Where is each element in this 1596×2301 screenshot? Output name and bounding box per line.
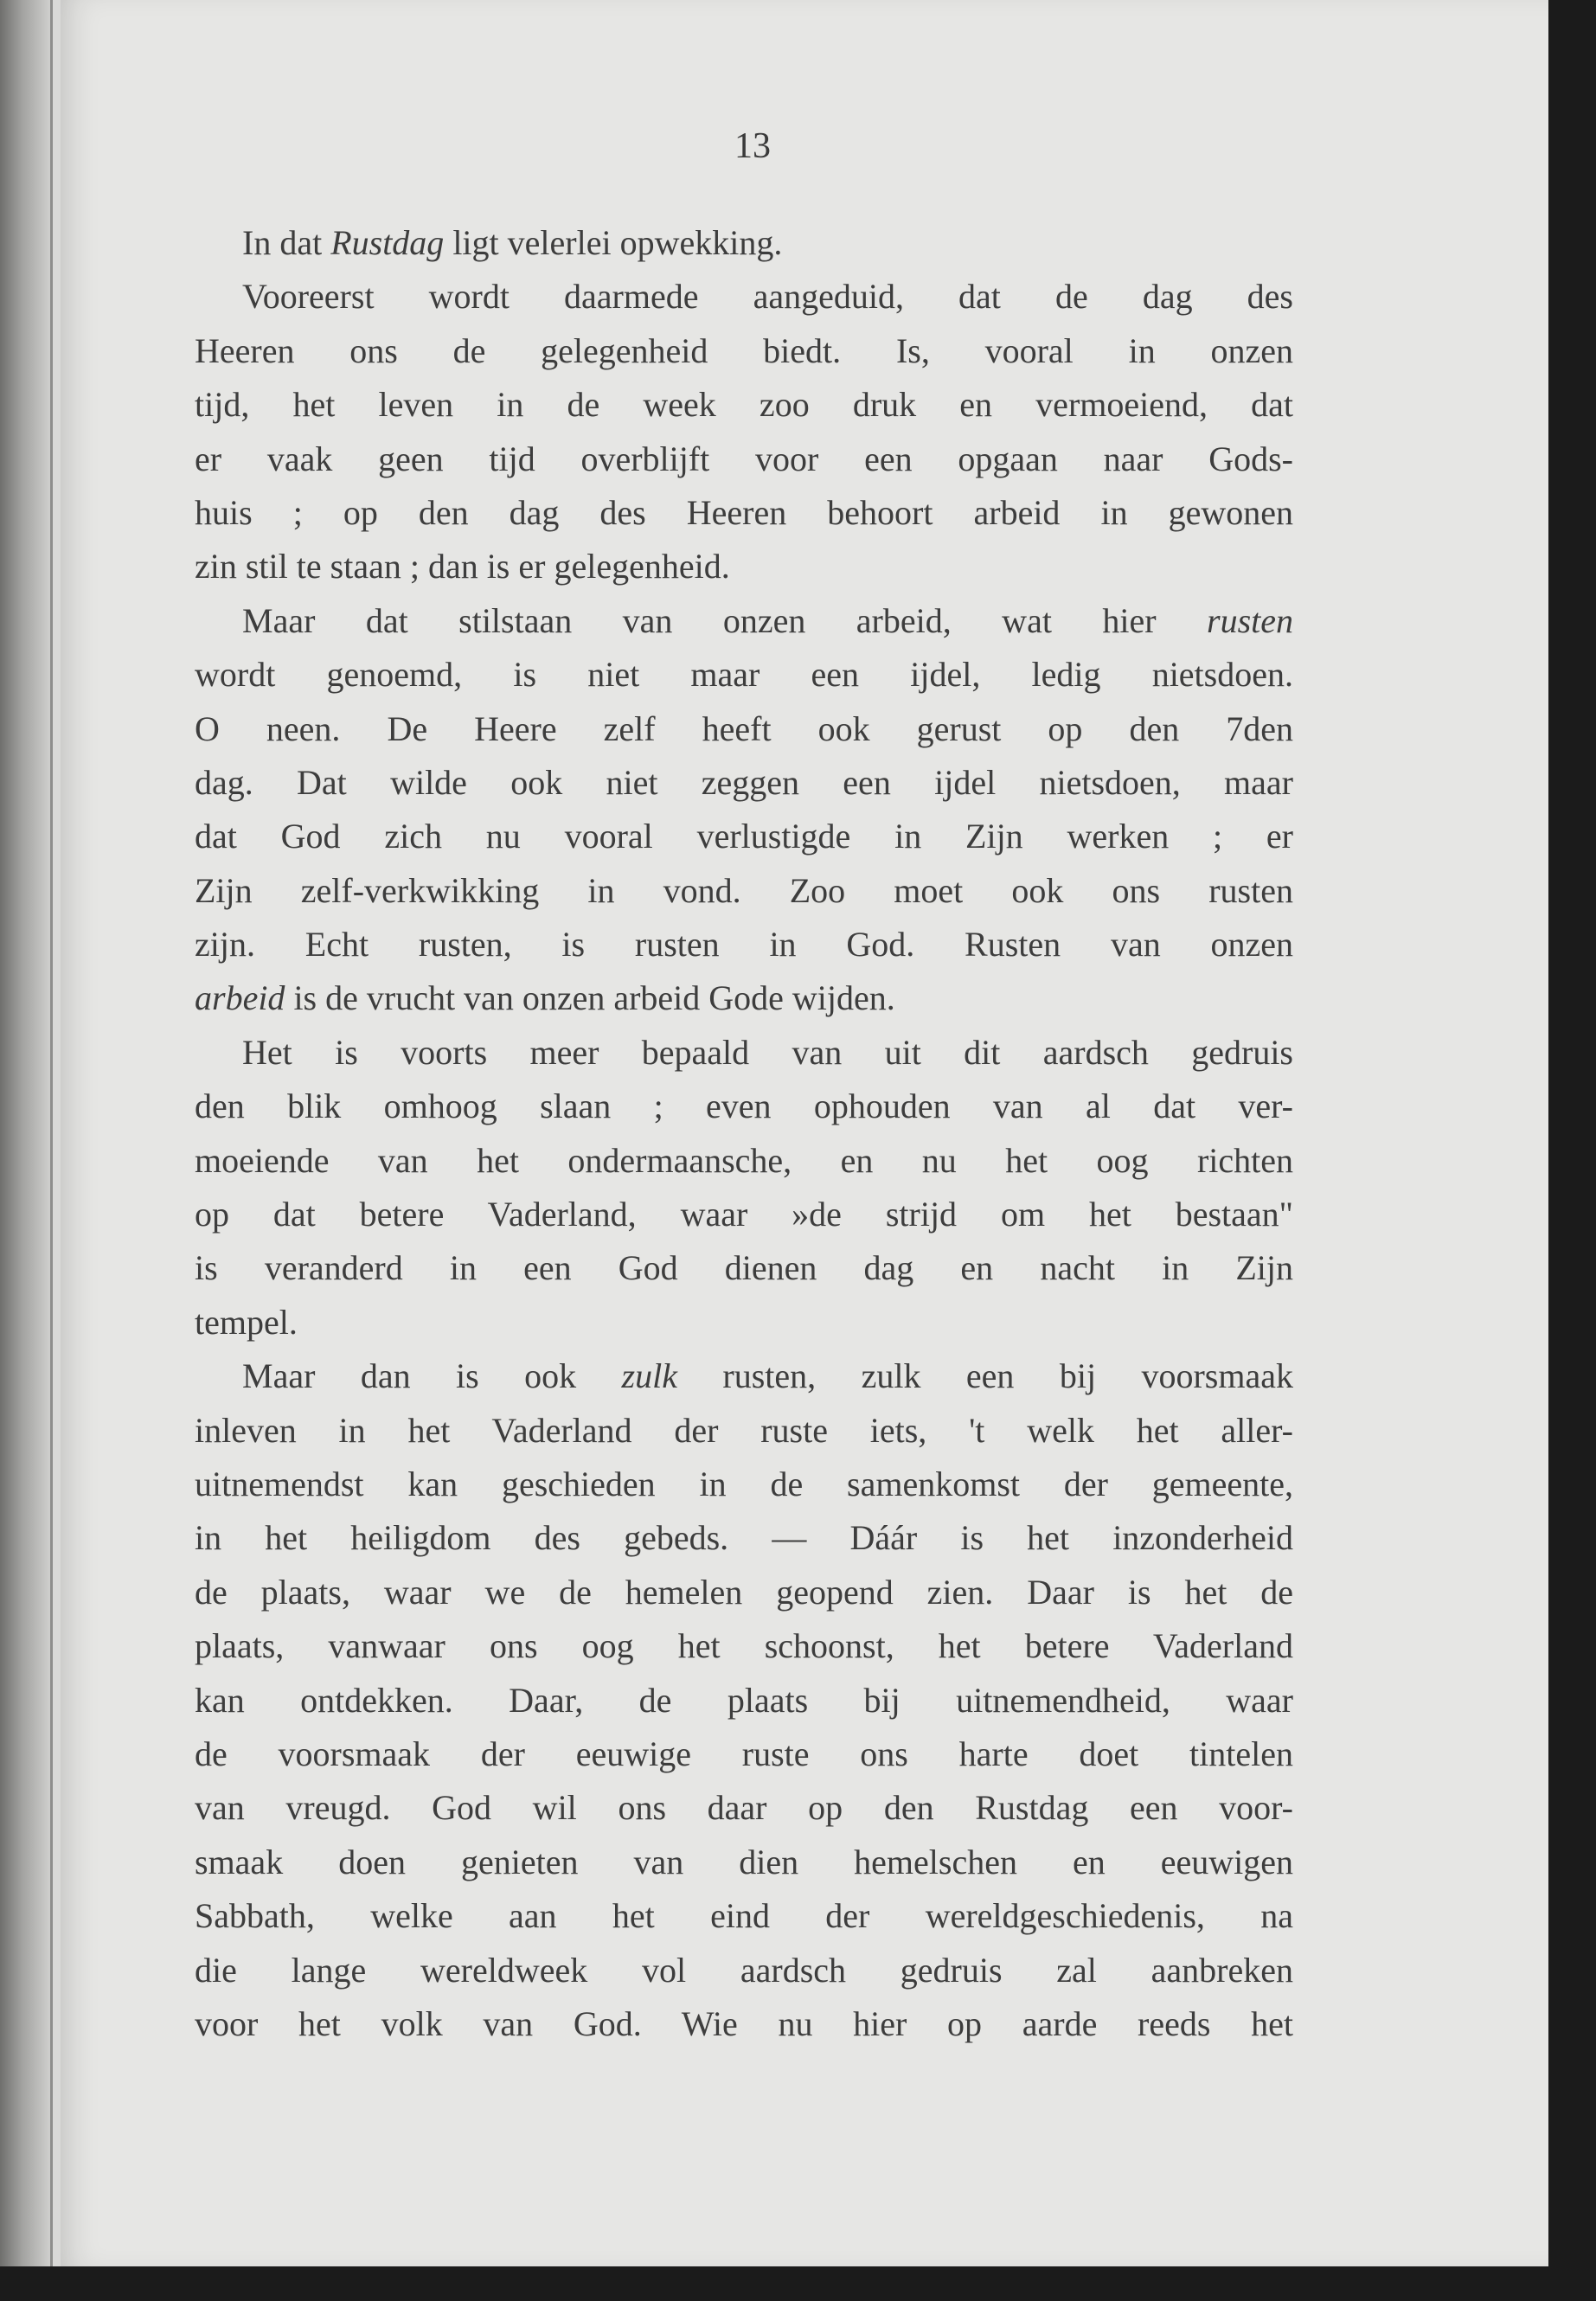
text-segment: voor het volk van God. Wie nu hier op aarde reeds het	[195, 2003, 1293, 2043]
text-segment: Heeren ons de gelegenheid biedt. Is, vooral in onzen	[195, 330, 1293, 370]
text-line	[195, 433, 1293, 486]
text-line	[195, 1836, 1293, 1889]
text-line	[195, 594, 1293, 648]
text-line	[195, 216, 1293, 270]
text-segment: Maar dat stilstaan van onzen arbeid, wat hier	[242, 600, 1207, 640]
text-line	[195, 1296, 1293, 1349]
text-segment: Zijn zelf-verkwikking in vond. Zoo moet ook ons rusten	[195, 870, 1293, 910]
text-segment: de plaats, waar we de hemelen geopend zien. Daar is het de	[195, 1572, 1293, 1612]
text-line	[195, 1080, 1293, 1133]
text-line	[195, 864, 1293, 918]
text-line	[195, 1566, 1293, 1619]
text-line	[195, 1889, 1293, 1943]
text-segment: die lange wereldweek vol aardsch gedruis zal aanbreken	[195, 1950, 1293, 1990]
text-segment: tijd, het leven in de week zoo druk en vermoeiend, dat	[195, 385, 1293, 425]
text-segment: uitnemendst kan geschieden in de samenkomst der gemeente,	[195, 1464, 1293, 1503]
text-segment: dag. Dat wilde ook niet zeggen een ijdel nietsdoen, maar	[195, 762, 1293, 802]
text-segment: Sabbath, welke aan het eind der wereldgeschiedenis, na	[195, 1896, 1293, 1936]
text-line	[195, 702, 1293, 756]
gutter-line	[50, 0, 53, 2301]
text-line	[195, 1674, 1293, 1727]
italic-emphasis: rusten	[1207, 600, 1293, 640]
text-segment: smaak doen genieten van dien hemelschen en eeuwigen	[195, 1842, 1293, 1881]
text-segment: de voorsmaak der eeuwige ruste ons harte doet tintelen	[195, 1734, 1293, 1773]
text-segment: kan ontdekken. Daar, de plaats bij uitnemendheid, waar	[195, 1680, 1293, 1720]
text-line	[195, 270, 1293, 324]
text-line	[195, 756, 1293, 810]
text-line	[195, 1511, 1293, 1565]
text-line	[195, 648, 1293, 702]
text-segment: ligt velerlei opwekking.	[444, 223, 783, 262]
text-segment: huis ; op den dag des Heeren behoort arbeid in gewonen	[195, 492, 1293, 532]
text-line	[195, 486, 1293, 540]
text-segment: is veranderd in een God dienen dag en nacht in Zijn	[195, 1248, 1293, 1288]
text-line	[195, 810, 1293, 863]
text-segment: tempel.	[195, 1302, 298, 1342]
text-line	[195, 1458, 1293, 1511]
text-segment: In dat	[242, 223, 331, 262]
text-segment: zin stil te staan ; dan is er gelegenheid.	[195, 547, 730, 586]
text-line	[195, 1619, 1293, 1673]
page-number: 13	[734, 126, 771, 166]
text-line	[195, 378, 1293, 432]
text-segment: van vreugd. God wil ons daar op den Rustdag een voor-	[195, 1788, 1293, 1828]
text-line	[195, 1241, 1293, 1295]
text-segment: dat God zich nu vooral verlustigde in Zijn werken ; er	[195, 817, 1293, 856]
text-line	[195, 1404, 1293, 1458]
text-segment: is de vrucht van onzen arbeid Gode wijden.	[285, 978, 895, 1018]
text-line	[195, 540, 1293, 593]
scan-border-right	[1548, 0, 1596, 2301]
text-segment: wordt genoemd, is niet maar een ijdel, ledig nietsdoen.	[195, 655, 1293, 695]
text-segment: inleven in het Vaderland der ruste iets, 't welk het aller-	[195, 1410, 1293, 1450]
text-line	[195, 1188, 1293, 1241]
text-line	[195, 1997, 1293, 2051]
text-segment: den blik omhoog slaan ; even ophouden van al dat ver-	[195, 1086, 1293, 1126]
italic-emphasis: arbeid	[195, 978, 285, 1018]
text-segment: Het is voorts meer bepaald van uit dit aardsch gedruis	[242, 1032, 1293, 1072]
text-segment: op dat betere Vaderland, waar »de strijd om het bestaan"	[195, 1195, 1293, 1234]
text-line	[195, 918, 1293, 971]
text-line	[195, 1727, 1293, 1781]
text-line	[195, 971, 1293, 1025]
text-line	[195, 324, 1293, 378]
italic-emphasis: zulk	[621, 1356, 677, 1396]
italic-emphasis: Rustdag	[330, 223, 445, 262]
text-line	[195, 1781, 1293, 1835]
text-segment: in het heiligdom des gebeds. — Dáár is het inzonderheid	[195, 1518, 1293, 1558]
text-line	[195, 1349, 1293, 1403]
text-segment: er vaak geen tijd overblijft voor een opgaan naar Gods-	[195, 439, 1293, 478]
text-line	[195, 1944, 1293, 1997]
scan-border-bottom	[0, 2266, 1596, 2301]
body-text	[195, 216, 1293, 2051]
text-segment: Vooreerst wordt daarmede aangeduid, dat de dag des	[242, 277, 1293, 317]
text-segment: zijn. Echt rusten, is rusten in God. Rusten van onzen	[195, 925, 1293, 965]
text-segment: moeiende van het ondermaansche, en nu het oog richten	[195, 1140, 1293, 1180]
book-spine-shadow	[0, 0, 50, 2301]
text-segment: plaats, vanwaar ons oog het schoonst, het betere Vaderland	[195, 1626, 1293, 1666]
text-segment: O neen. De Heere zelf heeft ook gerust op den 7den	[195, 708, 1293, 748]
text-segment: rusten, zulk een bij voorsmaak	[676, 1356, 1293, 1396]
text-line	[195, 1134, 1293, 1188]
text-line	[195, 1026, 1293, 1080]
text-segment: Maar dan is ook	[242, 1356, 622, 1396]
